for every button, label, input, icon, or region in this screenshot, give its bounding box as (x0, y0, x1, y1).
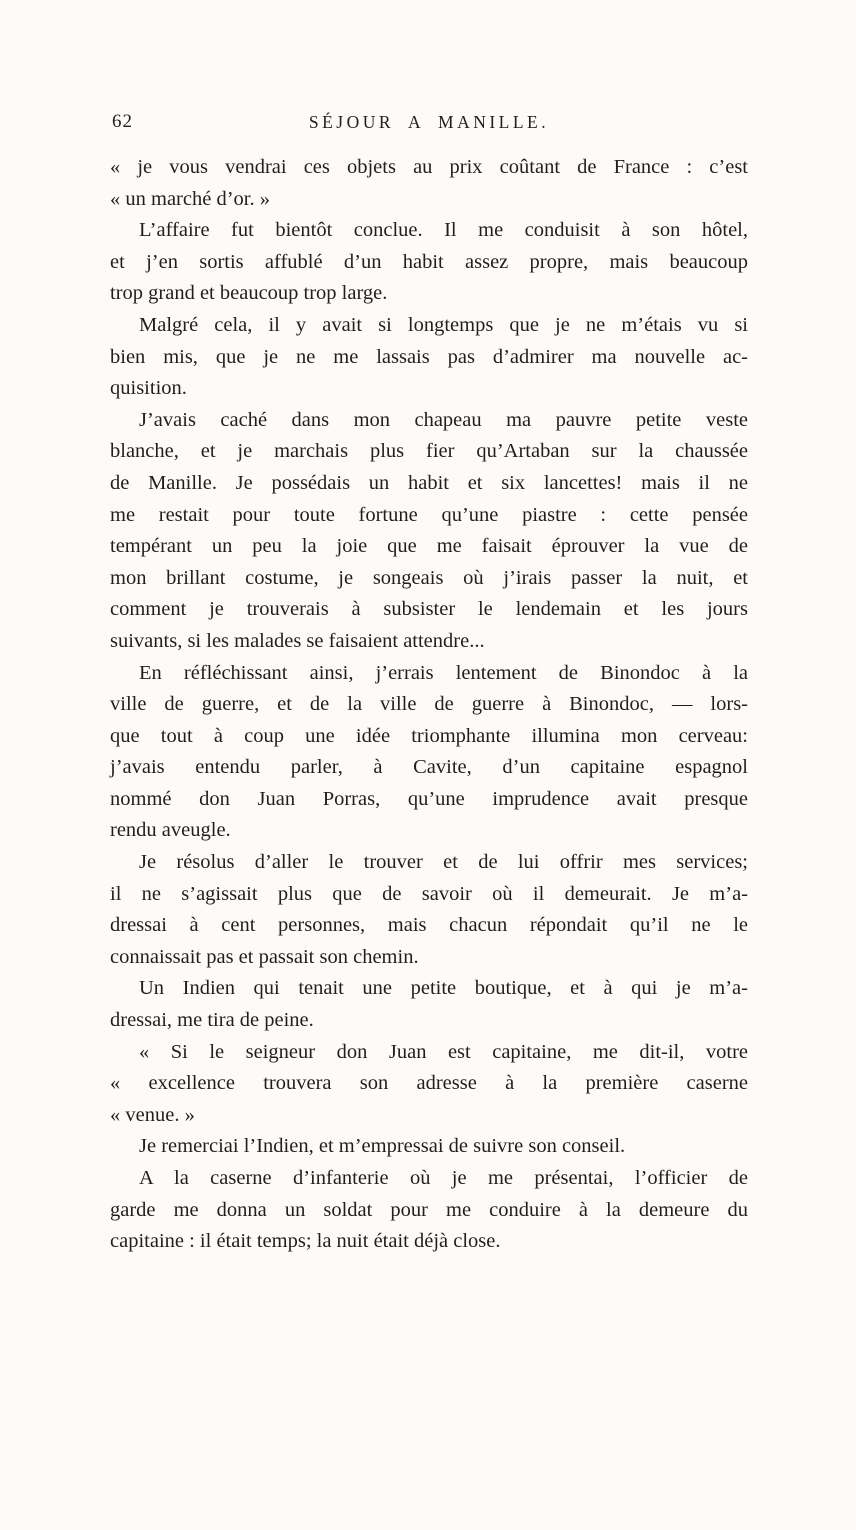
text-line: « Si le seigneur don Juan est capitaine, me dit-il, votre (139, 1040, 748, 1063)
text-line: tempérant un peu la joie que me faisait éprouver la vue de (110, 535, 748, 558)
text-line: dressai, me tira de peine. (110, 1009, 314, 1032)
text-line: connaissait pas et passait son chemin. (110, 945, 419, 968)
text-line: dressai à cent personnes, mais chacun répondait qu’il ne le (110, 914, 748, 937)
text-line: de Manille. Je possédais un habit et six lancettes! mais il ne (110, 471, 748, 494)
text-line: ville de guerre, et de la ville de guerre à Binondoc, — lors- (110, 693, 748, 716)
paragraph (110, 405, 748, 658)
text-line: Je résolus d’aller le trouver et de lui offrir mes services; (139, 851, 748, 874)
text-line: « un marché d’or. » (110, 187, 270, 210)
text-line: « excellence trouvera son adresse à la première caserne (110, 1072, 748, 1095)
text-line: « venue. » (110, 1103, 195, 1126)
text-line: trop grand et beaucoup trop large. (110, 282, 388, 305)
text-line: et j’en sortis affublé d’un habit assez propre, mais beaucoup (110, 250, 748, 273)
text-line: nommé don Juan Porras, qu’une imprudence avait presque (110, 787, 748, 810)
page-title: SÉJOUR A MANILLE. (308, 112, 550, 132)
text-line: A la caserne d’infanterie où je me présentai, l’officier de (139, 1167, 748, 1189)
text-line: blanche, et je marchais plus fier qu’Artaban sur la chaussée (110, 440, 748, 463)
text-line: Malgré cela, il y avait si longtemps que je ne m’étais vu si (139, 313, 748, 336)
paragraph (110, 847, 748, 973)
book-page (110, 108, 748, 1258)
text-line: Je remerciai l’Indien, et m’empressai de suivre son conseil. (139, 1135, 626, 1158)
text-line: me restait pour toute fortune qu’une piastre : cette pensée (110, 503, 748, 526)
text-line: j’avais entendu parler, à Cavite, d’un capitaine espagnol (110, 756, 748, 779)
page-header (110, 108, 748, 140)
text-line: bien mis, que je ne me lassais pas d’admirer ma nouvelle ac- (110, 345, 748, 368)
text-line: L’affaire fut bientôt conclue. Il me conduisit à son hôtel, (139, 219, 748, 242)
text-line: Un Indien qui tenait une petite boutique, et à qui je m’a- (139, 977, 748, 1000)
paragraph (110, 1131, 748, 1163)
text-line: suivants, si les malades se faisaient attendre... (110, 629, 485, 652)
paragraph (110, 152, 748, 215)
text-line: il ne s’agissait plus que de savoir où il demeurait. Je m’a- (110, 882, 748, 905)
paragraph (110, 1037, 748, 1132)
paragraph (110, 310, 748, 405)
paragraph (110, 1163, 748, 1258)
text-line: comment je trouverais à subsister le lendemain et les jours (110, 598, 748, 621)
text-line: capitaine : il était temps; la nuit était déjà close. (110, 1230, 501, 1253)
text-line: rendu aveugle. (110, 819, 231, 842)
paragraph (110, 215, 748, 310)
text-line: que tout à coup une idée triomphante illumina mon cerveau: (110, 724, 748, 747)
text-line: « je vous vendrai ces objets au prix coûtant de France : c’est (110, 156, 748, 178)
text-line: En réfléchissant ainsi, j’errais lentement de Binondoc à la (139, 661, 748, 684)
text-line: J’avais caché dans mon chapeau ma pauvre petite veste (139, 408, 748, 431)
text-block (110, 152, 748, 1258)
paragraph (110, 973, 748, 1036)
text-line: mon brillant costume, je songeais où j’irais passer la nuit, et (110, 566, 748, 589)
text-line: garde me donna un soldat pour me conduire à la demeure du (110, 1198, 748, 1221)
paragraph (110, 658, 748, 848)
text-line: quisition. (110, 377, 187, 400)
page-number: 62 (112, 111, 133, 132)
